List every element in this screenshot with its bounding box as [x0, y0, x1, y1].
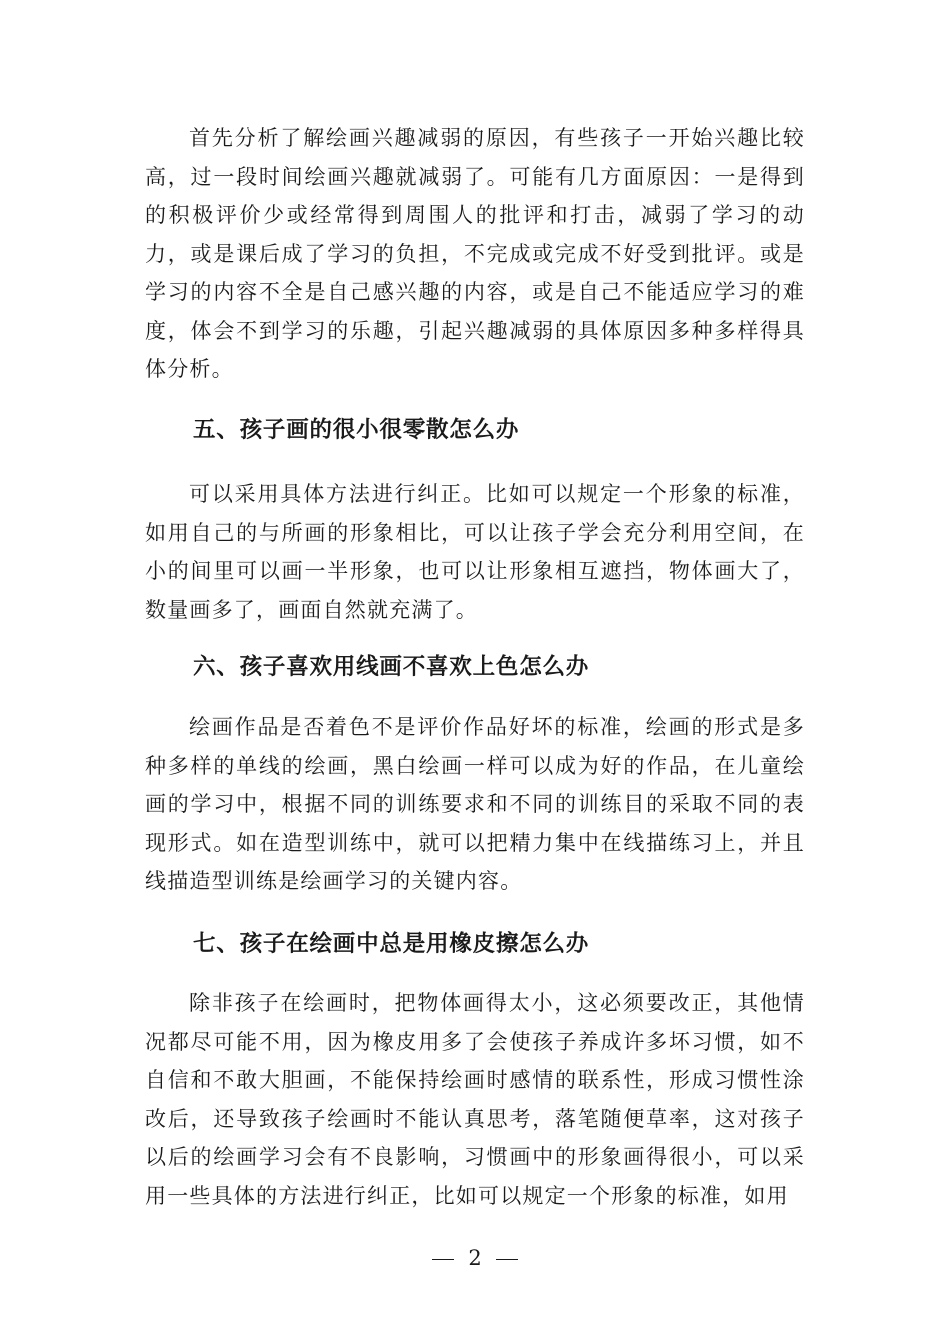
- page-number: 2: [468, 1246, 482, 1270]
- footer-dash-right: [496, 1259, 518, 1260]
- section-heading-7: 七、孩子在绘画中总是用橡皮擦怎么办: [193, 931, 590, 957]
- footer-dash-left: [432, 1259, 454, 1260]
- paragraph-section-5: 可以采用具体方法进行纠正。比如可以规定一个形象的标准，如用自己的与所画的形象相比，可以让孩子学会充分利用空间，在小的间里可以画一半形象，也可以让形象相互遮挡，物体画大了，数量画多了，画面自然就充满了。: [145, 482, 805, 622]
- paragraph-interest-decline: 首先分析了解绘画兴趣减弱的原因，有些孩子一开始兴趣比较高，过一段时间绘画兴趣就减弱了。可能有几方面原因：一是得到的积极评价少或经常得到周围人的批评和打击，减弱了学习的动力，或是课后成了学习的负担，不完成或完成不好受到批评。或是学习的内容不全是自己感兴趣的内容，或是自己不能适应学习的难度，体会不到学习的乐趣，引起兴趣减弱的具体原因多种多样得具体分析。: [145, 126, 805, 381]
- section-heading-6: 六、孩子喜欢用线画不喜欢上色怎么办: [193, 654, 590, 680]
- section-heading-5: 五、孩子画的很小很零散怎么办: [193, 417, 520, 443]
- paragraph-section-7: 除非孩子在绘画时，把物体画得太小，这必须要改正，其他情况都尽可能不用，因为橡皮用多了会使孩子养成许多坏习惯，如不自信和不敢大胆画，不能保持绘画时感情的联系性，形成习惯性涂改后，还导致孩子绘画时不能认真思考，落笔随便草率，这对孩子以后的绘画学习会有不良影响，习惯画中的形象画得很小，可以采用一些具体的方法进行纠正，比如可以规定一个形象的标准，如用: [145, 991, 805, 1208]
- page-footer: [0, 1246, 950, 1270]
- paragraph-section-6: 绘画作品是否着色不是评价作品好坏的标准，绘画的形式是多种多样的单线的绘画，黑白绘画一样可以成为好的作品，在儿童绘画的学习中，根据不同的训练要求和不同的训练目的采取不同的表现形式。如在造型训练中，就可以把精力集中在线描练习上，并且线描造型训练是绘画学习的关键内容。: [145, 715, 805, 893]
